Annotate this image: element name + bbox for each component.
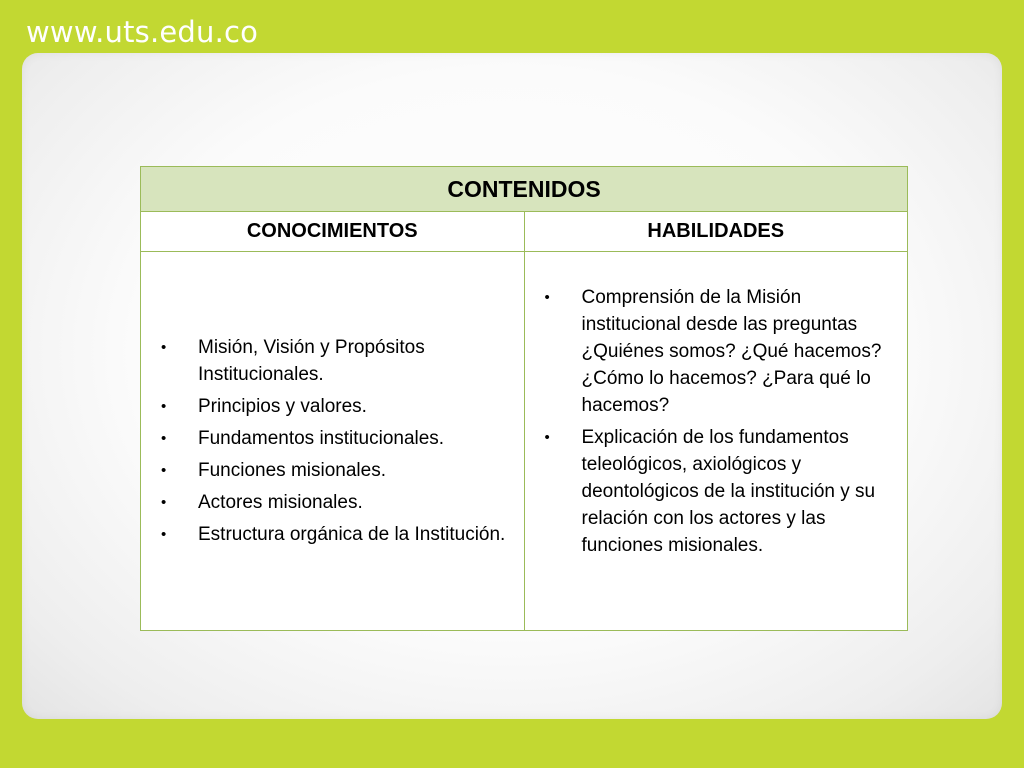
habilidades-list bbox=[525, 252, 908, 559]
column-header-conocimientos: CONOCIMIENTOS bbox=[141, 212, 525, 252]
list-item bbox=[141, 521, 514, 548]
table-title: CONTENIDOS bbox=[141, 167, 908, 212]
list-item-text: Explicación de los fundamentos teleológicos, axiológicos y deontológicos de la institución y su relación con los actores y las funciones misionales. bbox=[581, 427, 876, 556]
list-item bbox=[525, 284, 898, 419]
column-header-habilidades: HABILIDADES bbox=[524, 212, 908, 252]
header-row bbox=[141, 212, 908, 252]
list-item bbox=[141, 393, 514, 420]
bullet-icon: • bbox=[544, 429, 550, 446]
title-row bbox=[141, 167, 908, 212]
list-item-text: Fundamentos institucionales. bbox=[198, 428, 445, 449]
list-item-text: Funciones misionales. bbox=[198, 460, 386, 481]
list-item bbox=[525, 424, 898, 559]
bullet-icon: • bbox=[161, 494, 167, 511]
content-row bbox=[141, 252, 908, 631]
site-url: www.uts.edu.co bbox=[26, 15, 259, 49]
habilidades-cell bbox=[524, 252, 908, 631]
bullet-icon: • bbox=[161, 339, 167, 356]
list-item bbox=[141, 334, 514, 388]
list-item bbox=[141, 489, 514, 516]
list-item bbox=[141, 425, 514, 452]
list-item-text: Misión, Visión y Propósitos Institucionales. bbox=[198, 337, 425, 385]
list-item bbox=[141, 457, 514, 484]
bullet-icon: • bbox=[161, 430, 167, 447]
list-item-text: Actores misionales. bbox=[198, 492, 363, 513]
contents-table bbox=[140, 166, 908, 631]
bullet-icon: • bbox=[161, 526, 167, 543]
list-item-text: Comprensión de la Misión institucional desde las preguntas ¿Quiénes somos? ¿Qué hacemos? ¿Cómo lo hacemos? ¿Para qué lo hacemos? bbox=[581, 287, 882, 416]
conocimientos-list bbox=[141, 334, 524, 548]
list-item-text: Principios y valores. bbox=[198, 396, 367, 417]
conocimientos-cell bbox=[141, 252, 525, 631]
list-item-text: Estructura orgánica de la Institución. bbox=[198, 524, 506, 545]
bullet-icon: • bbox=[544, 289, 550, 306]
bullet-icon: • bbox=[161, 398, 167, 415]
bullet-icon: • bbox=[161, 462, 167, 479]
